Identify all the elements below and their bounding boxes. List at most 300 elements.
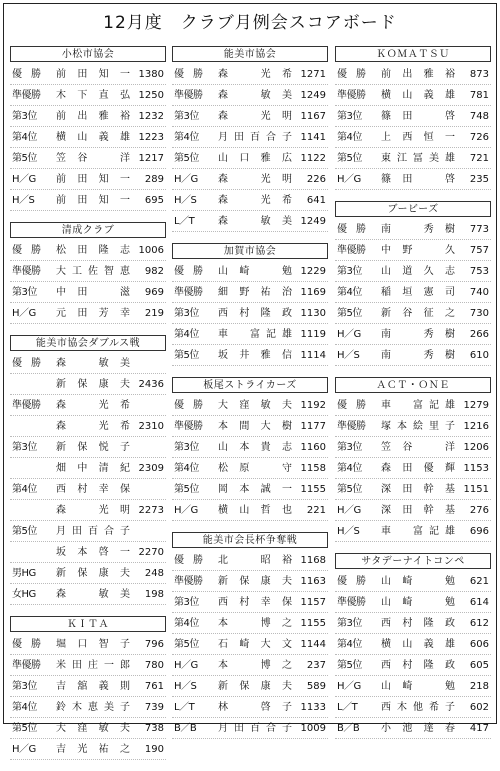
score-value: 1114 bbox=[300, 350, 326, 361]
score-value: 1158 bbox=[300, 463, 326, 474]
score-row bbox=[335, 169, 491, 190]
player-name: 月田百合子 bbox=[218, 132, 292, 143]
score-value: 1223 bbox=[138, 132, 164, 143]
score-value: 1177 bbox=[300, 421, 326, 432]
rank-label: 第4位 bbox=[174, 618, 199, 629]
player-name: 森 光明 bbox=[218, 174, 292, 185]
player-name: 岡本誠一 bbox=[218, 484, 292, 495]
score-value: 219 bbox=[144, 308, 164, 319]
score-row bbox=[172, 395, 328, 416]
score-value: 1271 bbox=[300, 69, 326, 80]
player-name: 山崎 勉 bbox=[381, 681, 455, 692]
player-name: 新保康夫 bbox=[56, 568, 130, 579]
score-value: 248 bbox=[144, 568, 164, 579]
rank-label: 第5位 bbox=[174, 484, 199, 495]
player-name: 山本貴志 bbox=[218, 442, 292, 453]
rank-label: 優 勝 bbox=[337, 69, 366, 80]
player-name: 新保康夫 bbox=[56, 379, 130, 390]
score-value: 1229 bbox=[300, 266, 326, 277]
player-name: 森田優輝 bbox=[381, 463, 455, 474]
player-name: 中野 久 bbox=[381, 245, 455, 256]
player-name: 山崎 勉 bbox=[218, 266, 292, 277]
player-name: 大工佐智恵 bbox=[56, 266, 130, 277]
score-value: 1144 bbox=[300, 639, 326, 650]
score-row bbox=[172, 500, 328, 521]
club-header: 板尾ストライカーズ bbox=[172, 377, 328, 393]
rank-label: 優 勝 bbox=[12, 245, 41, 256]
score-row bbox=[335, 458, 491, 479]
rank-label: 第3位 bbox=[174, 597, 199, 608]
score-value: 740 bbox=[469, 287, 489, 298]
score-row bbox=[335, 219, 491, 240]
score-row bbox=[10, 190, 166, 211]
score-row bbox=[10, 240, 166, 261]
score-row bbox=[10, 676, 166, 697]
player-name: 森 光明 bbox=[56, 505, 130, 516]
rank-label: 優 勝 bbox=[337, 576, 366, 587]
score-row bbox=[10, 437, 166, 458]
player-name: 森 光希 bbox=[56, 400, 130, 411]
score-row bbox=[172, 106, 328, 127]
score-row bbox=[10, 563, 166, 584]
player-name: 深田幹基 bbox=[381, 505, 455, 516]
score-row bbox=[172, 550, 328, 571]
score-row bbox=[172, 85, 328, 106]
score-row bbox=[335, 416, 491, 437]
score-value: 739 bbox=[144, 702, 164, 713]
club-header: ＡＣＴ・ＯＮＥ bbox=[335, 377, 491, 393]
score-row bbox=[172, 697, 328, 718]
player-name: 西村幸保 bbox=[218, 597, 292, 608]
player-name: 小池達春 bbox=[381, 723, 455, 734]
score-row bbox=[172, 190, 328, 211]
player-name: 新保康夫 bbox=[218, 681, 292, 692]
player-name: 笠谷 洋 bbox=[56, 153, 130, 164]
score-value: 1160 bbox=[300, 442, 326, 453]
score-row bbox=[335, 521, 491, 542]
score-value: 289 bbox=[144, 174, 164, 185]
score-value: 781 bbox=[469, 90, 489, 101]
player-name: 前田知一 bbox=[56, 195, 130, 206]
player-name: 月田百合子 bbox=[218, 723, 292, 734]
score-row bbox=[10, 374, 166, 395]
club-header: 小松市協会 bbox=[10, 46, 166, 62]
club-header: 能美市会長杯争奪戦 bbox=[172, 532, 328, 548]
player-name: 森 光明 bbox=[218, 111, 292, 122]
rank-label: 第3位 bbox=[12, 287, 37, 298]
score-value: 1006 bbox=[138, 245, 164, 256]
player-name: 新保康夫 bbox=[218, 576, 292, 587]
score-value: 1151 bbox=[463, 484, 489, 495]
score-value: 1250 bbox=[138, 90, 164, 101]
score-row bbox=[172, 127, 328, 148]
score-value: 1217 bbox=[138, 153, 164, 164]
player-name: 米田庄一郎 bbox=[56, 660, 130, 671]
score-value: 589 bbox=[306, 681, 326, 692]
player-name: 北 昭裕 bbox=[218, 555, 292, 566]
rank-label: H／G bbox=[337, 174, 361, 185]
score-value: 1206 bbox=[463, 442, 489, 453]
player-name: 松田隆志 bbox=[56, 245, 130, 256]
page-title: 12月度 クラブ月例会スコアボード bbox=[103, 13, 397, 33]
score-row bbox=[172, 345, 328, 366]
rank-label: 第4位 bbox=[337, 639, 362, 650]
player-name: 大窪敏夫 bbox=[56, 723, 130, 734]
player-name: 横山義雄 bbox=[381, 90, 455, 101]
score-row bbox=[335, 324, 491, 345]
score-value: 602 bbox=[469, 702, 489, 713]
rank-label: 第4位 bbox=[12, 132, 37, 143]
rank-label: H／G bbox=[12, 174, 36, 185]
score-value: 1163 bbox=[300, 576, 326, 587]
rank-label: L／T bbox=[174, 216, 195, 227]
score-value: 757 bbox=[469, 245, 489, 256]
score-row bbox=[172, 303, 328, 324]
rank-label: 第4位 bbox=[12, 484, 37, 495]
score-value: 1155 bbox=[300, 484, 326, 495]
club-block bbox=[10, 46, 166, 211]
rank-label: 準優勝 bbox=[174, 90, 203, 101]
player-name: 前田知一 bbox=[56, 174, 130, 185]
score-value: 738 bbox=[144, 723, 164, 734]
player-name: 山崎 勉 bbox=[381, 597, 455, 608]
column-1 bbox=[10, 46, 166, 771]
score-value: 2309 bbox=[138, 463, 164, 474]
score-row bbox=[335, 634, 491, 655]
column-2 bbox=[172, 46, 328, 750]
score-row bbox=[172, 634, 328, 655]
score-row bbox=[335, 697, 491, 718]
rank-label: 第5位 bbox=[337, 484, 362, 495]
score-value: 605 bbox=[469, 660, 489, 671]
score-row bbox=[172, 261, 328, 282]
rank-label: 第5位 bbox=[337, 660, 362, 671]
rank-label: H／S bbox=[12, 195, 35, 206]
score-row bbox=[10, 353, 166, 374]
rank-label: 第4位 bbox=[337, 287, 362, 298]
player-name: 松原 守 bbox=[218, 463, 292, 474]
score-row bbox=[335, 571, 491, 592]
rank-label: 第3位 bbox=[337, 442, 362, 453]
score-row bbox=[10, 458, 166, 479]
score-value: 190 bbox=[144, 744, 164, 755]
player-name: 西村隆政 bbox=[218, 308, 292, 319]
rank-label: 準優勝 bbox=[337, 597, 366, 608]
rank-label: 準優勝 bbox=[174, 576, 203, 587]
player-name: 前出雅裕 bbox=[56, 111, 130, 122]
score-value: 1133 bbox=[300, 702, 326, 713]
rank-label: H／G bbox=[12, 744, 36, 755]
score-row bbox=[172, 282, 328, 303]
club-header: 能美市協会ダブルス戦 bbox=[10, 335, 166, 351]
score-value: 221 bbox=[306, 505, 326, 516]
rank-label: 優 勝 bbox=[174, 69, 203, 80]
score-row bbox=[335, 345, 491, 366]
club-header: サタデーナイトコンペ bbox=[335, 553, 491, 569]
rank-label: 第5位 bbox=[337, 308, 362, 319]
score-row bbox=[10, 282, 166, 303]
player-name: 林 啓子 bbox=[218, 702, 292, 713]
rank-label: 第5位 bbox=[12, 526, 37, 537]
score-row bbox=[172, 479, 328, 500]
player-name: 篠田 啓 bbox=[381, 174, 455, 185]
player-name: 南 秀樹 bbox=[381, 224, 455, 235]
score-row bbox=[335, 64, 491, 85]
score-value: 696 bbox=[469, 526, 489, 537]
score-row bbox=[335, 303, 491, 324]
score-value: 2273 bbox=[138, 505, 164, 516]
rank-label: 優 勝 bbox=[174, 555, 203, 566]
rank-label: B／B bbox=[174, 723, 197, 734]
rank-label: 第5位 bbox=[174, 153, 199, 164]
player-name: 深田幹基 bbox=[381, 484, 455, 495]
rank-label: 準優勝 bbox=[12, 90, 41, 101]
player-name: 森 敏美 bbox=[218, 216, 292, 227]
rank-label: 第5位 bbox=[12, 153, 37, 164]
player-name: 本間大樹 bbox=[218, 421, 292, 432]
score-value: 610 bbox=[469, 350, 489, 361]
player-name: 大窪敏夫 bbox=[218, 400, 292, 411]
score-row bbox=[172, 676, 328, 697]
player-name: 南 秀樹 bbox=[381, 329, 455, 340]
score-value: 761 bbox=[144, 681, 164, 692]
column-3 bbox=[335, 46, 491, 750]
score-row bbox=[10, 106, 166, 127]
player-name: 森 敏美 bbox=[56, 589, 130, 600]
player-name: 西村幸保 bbox=[56, 484, 130, 495]
rank-label: 準優勝 bbox=[12, 660, 41, 671]
player-name: 西木他希子 bbox=[381, 702, 455, 713]
rank-label: 第4位 bbox=[174, 329, 199, 340]
score-row bbox=[335, 479, 491, 500]
player-name: 新保悦子 bbox=[56, 442, 130, 453]
score-row bbox=[10, 303, 166, 324]
club-block bbox=[335, 377, 491, 542]
score-row bbox=[335, 437, 491, 458]
player-name: 坂本啓一 bbox=[56, 547, 130, 558]
player-name: 車 富記雄 bbox=[381, 526, 455, 537]
rank-label: 第3位 bbox=[12, 442, 37, 453]
player-name: 西村隆政 bbox=[381, 660, 455, 671]
rank-label: H／G bbox=[337, 505, 361, 516]
score-row bbox=[10, 64, 166, 85]
player-name: 畑中清紀 bbox=[56, 463, 130, 474]
club-block bbox=[172, 377, 328, 521]
score-value: 1279 bbox=[463, 400, 489, 411]
score-value: 2310 bbox=[138, 421, 164, 432]
rank-label: H／S bbox=[174, 681, 197, 692]
player-name: 横山義雄 bbox=[56, 132, 130, 143]
player-name: 南 秀樹 bbox=[381, 350, 455, 361]
player-name: 森 光希 bbox=[56, 421, 130, 432]
score-value: 1192 bbox=[300, 400, 326, 411]
player-name: 東江冨美雄 bbox=[381, 153, 455, 164]
score-row bbox=[172, 211, 328, 232]
score-row bbox=[10, 655, 166, 676]
score-value: 726 bbox=[469, 132, 489, 143]
rank-label: 女HG bbox=[12, 589, 36, 600]
score-row bbox=[335, 676, 491, 697]
club-block bbox=[172, 243, 328, 366]
player-name: 笠谷 洋 bbox=[381, 442, 455, 453]
player-name: 新谷征之 bbox=[381, 308, 455, 319]
rank-label: 第4位 bbox=[174, 463, 199, 474]
player-name: 森 光希 bbox=[218, 195, 292, 206]
player-name: 坂井雅信 bbox=[218, 350, 292, 361]
rank-label: 第3位 bbox=[337, 111, 362, 122]
club-header: 能美市協会 bbox=[172, 46, 328, 62]
score-value: 969 bbox=[144, 287, 164, 298]
score-row bbox=[335, 613, 491, 634]
rank-label: H／G bbox=[12, 308, 36, 319]
score-value: 276 bbox=[469, 505, 489, 516]
score-row bbox=[172, 437, 328, 458]
rank-label: 第4位 bbox=[12, 702, 37, 713]
score-row bbox=[10, 500, 166, 521]
score-row bbox=[335, 282, 491, 303]
rank-label: 第3位 bbox=[174, 308, 199, 319]
score-row bbox=[172, 169, 328, 190]
score-value: 1169 bbox=[300, 287, 326, 298]
score-row bbox=[172, 64, 328, 85]
score-row bbox=[335, 240, 491, 261]
rank-label: 優 勝 bbox=[174, 266, 203, 277]
score-value: 606 bbox=[469, 639, 489, 650]
rank-label: 準優勝 bbox=[337, 421, 366, 432]
rank-label: 第4位 bbox=[174, 132, 199, 143]
rank-label: 優 勝 bbox=[174, 400, 203, 411]
player-name: 塚本絵里子 bbox=[381, 421, 455, 432]
rank-label: 第5位 bbox=[174, 350, 199, 361]
player-name: 横山義雄 bbox=[381, 639, 455, 650]
player-name: 前田知一 bbox=[56, 69, 130, 80]
rank-label: 準優勝 bbox=[174, 287, 203, 298]
rank-label: 第5位 bbox=[12, 723, 37, 734]
score-row bbox=[10, 584, 166, 605]
score-value: 773 bbox=[469, 224, 489, 235]
score-value: 226 bbox=[306, 174, 326, 185]
rank-label: H／S bbox=[337, 350, 360, 361]
score-value: 695 bbox=[144, 195, 164, 206]
score-value: 796 bbox=[144, 639, 164, 650]
score-value: 873 bbox=[469, 69, 489, 80]
score-value: 1009 bbox=[300, 723, 326, 734]
rank-label: 第3位 bbox=[337, 266, 362, 277]
score-row bbox=[335, 718, 491, 739]
club-block bbox=[10, 616, 166, 760]
score-row bbox=[10, 634, 166, 655]
rank-label: L／T bbox=[337, 702, 358, 713]
player-name: 前出雅裕 bbox=[381, 69, 455, 80]
score-row bbox=[172, 458, 328, 479]
score-value: 237 bbox=[306, 660, 326, 671]
score-value: 641 bbox=[306, 195, 326, 206]
rank-label: 第4位 bbox=[337, 463, 362, 474]
score-row bbox=[10, 261, 166, 282]
score-row bbox=[335, 106, 491, 127]
rank-label: 優 勝 bbox=[337, 224, 366, 235]
score-value: 1130 bbox=[300, 308, 326, 319]
score-value: 1168 bbox=[300, 555, 326, 566]
player-name: 細野祐治 bbox=[218, 287, 292, 298]
score-row bbox=[10, 479, 166, 500]
score-value: 417 bbox=[469, 723, 489, 734]
score-value: 721 bbox=[469, 153, 489, 164]
player-name: 鈴木恵美子 bbox=[56, 702, 130, 713]
score-value: 780 bbox=[144, 660, 164, 671]
club-block bbox=[172, 46, 328, 232]
player-name: 篠田 啓 bbox=[381, 111, 455, 122]
score-row bbox=[335, 395, 491, 416]
rank-label: H／G bbox=[174, 660, 198, 671]
player-name: 元田芳幸 bbox=[56, 308, 130, 319]
score-row bbox=[335, 500, 491, 521]
score-value: 982 bbox=[144, 266, 164, 277]
player-name: 中田 滋 bbox=[56, 287, 130, 298]
score-row bbox=[172, 324, 328, 345]
score-value: 198 bbox=[144, 589, 164, 600]
score-value: 748 bbox=[469, 111, 489, 122]
player-name: 森 敏美 bbox=[56, 358, 130, 369]
player-name: 上西恒一 bbox=[381, 132, 455, 143]
score-row bbox=[172, 613, 328, 634]
club-block bbox=[172, 532, 328, 739]
score-value: 621 bbox=[469, 576, 489, 587]
rank-label: H／G bbox=[174, 174, 198, 185]
club-block bbox=[10, 222, 166, 324]
rank-label: H／G bbox=[337, 681, 361, 692]
rank-label: H／G bbox=[337, 329, 361, 340]
score-value: 1155 bbox=[300, 618, 326, 629]
score-row bbox=[335, 127, 491, 148]
score-value: 753 bbox=[469, 266, 489, 277]
score-value: 730 bbox=[469, 308, 489, 319]
score-row bbox=[172, 592, 328, 613]
rank-label: 準優勝 bbox=[12, 400, 41, 411]
club-header: ブービーズ bbox=[335, 201, 491, 217]
rank-label: 第3位 bbox=[174, 442, 199, 453]
score-row bbox=[172, 655, 328, 676]
score-value: 1122 bbox=[300, 153, 326, 164]
rank-label: H／S bbox=[174, 195, 197, 206]
player-name: 堀口智子 bbox=[56, 639, 130, 650]
score-row bbox=[335, 592, 491, 613]
score-row bbox=[172, 571, 328, 592]
player-name: 稲垣憲司 bbox=[381, 287, 455, 298]
player-name: 車 富記雄 bbox=[381, 400, 455, 411]
score-row bbox=[335, 85, 491, 106]
club-header: 清成クラブ bbox=[10, 222, 166, 238]
score-value: 2270 bbox=[138, 547, 164, 558]
rank-label: B／B bbox=[337, 723, 360, 734]
player-name: 月田百合子 bbox=[56, 526, 130, 537]
rank-label: 第3位 bbox=[174, 111, 199, 122]
club-header: ＫＩＴＡ bbox=[10, 616, 166, 632]
player-name: 西村隆政 bbox=[381, 618, 455, 629]
score-row bbox=[10, 85, 166, 106]
rank-label: 第3位 bbox=[337, 618, 362, 629]
score-row bbox=[10, 148, 166, 169]
player-name: 吉舘義則 bbox=[56, 681, 130, 692]
score-value: 1380 bbox=[138, 69, 164, 80]
score-value: 1141 bbox=[300, 132, 326, 143]
rank-label: 第4位 bbox=[337, 132, 362, 143]
rank-label: 第5位 bbox=[174, 639, 199, 650]
club-block bbox=[10, 335, 166, 605]
club-header: 加賀市協会 bbox=[172, 243, 328, 259]
score-row bbox=[172, 416, 328, 437]
rank-label: 第5位 bbox=[337, 153, 362, 164]
